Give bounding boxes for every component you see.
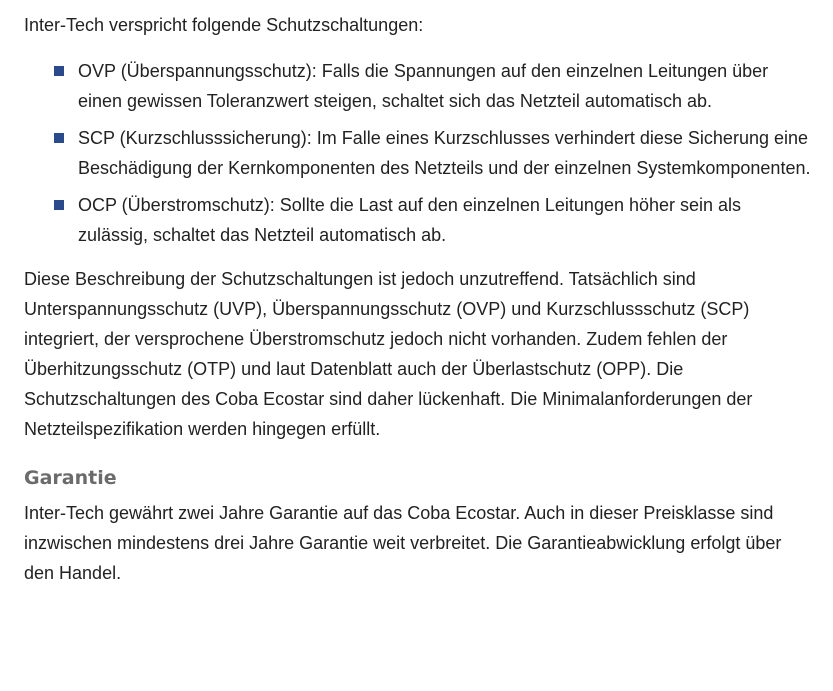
list-item-text: SCP (Kurzschlusssicherung): Im Falle eines Kurzschlusses verhindert diese Sicherung eine Beschädigung der Kernkomponenten des Netzteils und der einzelnen Systemkomponenten. — [78, 128, 811, 178]
section-heading-garantie: Garantie — [24, 467, 117, 489]
list-item — [24, 56, 813, 116]
square-bullet-icon — [54, 133, 64, 143]
list-item — [24, 190, 813, 250]
garantie-paragraph: Inter-Tech gewährt zwei Jahre Garantie auf das Coba Ecostar. Auch in dieser Preisklasse sind inzwischen mindestens drei Jahre Garantie weit verbreitet. Die Garantieabwicklung erfolgt über den Handel. — [24, 503, 782, 583]
square-bullet-icon — [54, 200, 64, 210]
protection-list — [24, 56, 813, 250]
list-item-text: OCP (Überstromschutz): Sollte die Last auf den einzelnen Leitungen höher sein als zulässig, schaltet das Netzteil automatisch ab. — [78, 195, 742, 245]
list-item-text: OVP (Überspannungsschutz): Falls die Spannungen auf den einzelnen Leitungen über einen gewissen Toleranzwert steigen, schaltet sich das Netzteil automatisch ab. — [78, 61, 769, 111]
intro-text: Inter-Tech verspricht folgende Schutzschaltungen: — [24, 15, 424, 35]
list-item — [24, 123, 813, 183]
square-bullet-icon — [54, 66, 64, 76]
protection-paragraph: Diese Beschreibung der Schutzschaltungen ist jedoch unzutreffend. Tatsächlich sind Unterspannungsschutz (UVP), Überspannungsschutz (OVP) und Kurzschlussschutz (SCP) integriert, der versprochene Überstromschutz jedoch nicht vorhanden. Zudem fehlen der Überhitzungsschutz (OTP) und laut Datenblatt auch der Überlastschutz (OPP). Die Schutzschaltungen des Coba Ecostar sind daher lückenhaft. Die Minimalanforderungen der Netzteilspezifikation werden hingegen erfüllt. — [24, 269, 753, 439]
article-content — [0, 10, 833, 588]
